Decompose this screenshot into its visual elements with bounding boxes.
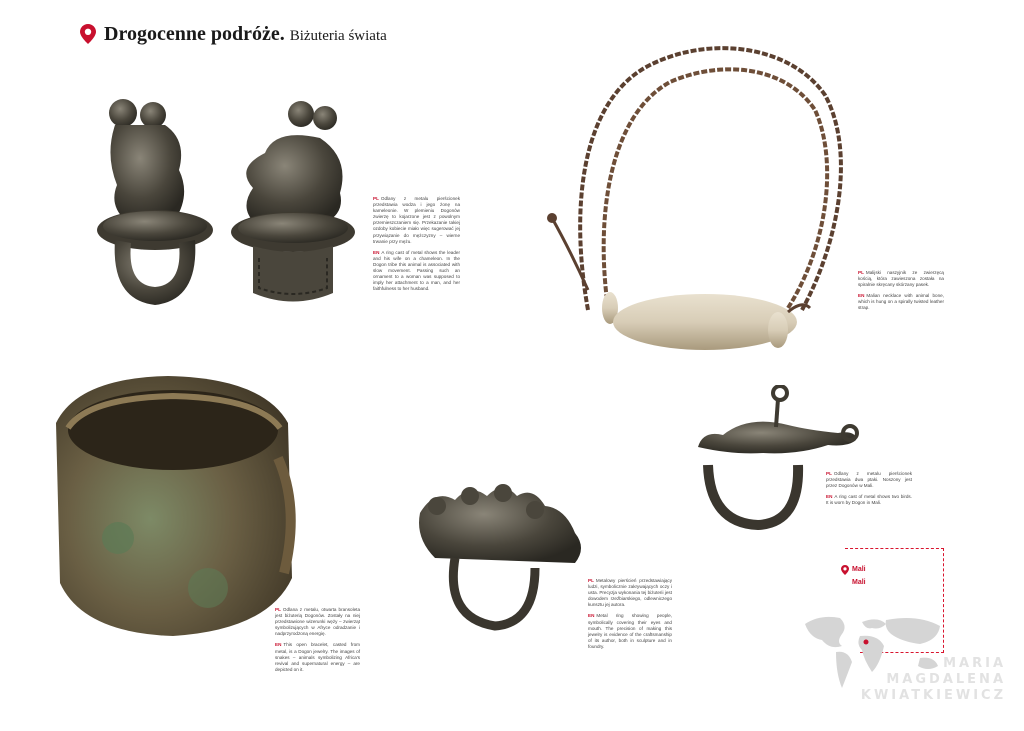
caption-figures-ring: PL Metalowy pierścień przedstawiający ludzi, symbolicznie zakrywających oczy i usta. Precyzja wykonania tej biżuterii jest dowodem rzeźbiarskiego, odlewniczego kunsztu jej autora. EN Metal ring showing people, symbolically covering their eyes and mouth. The precision of making this jewelry is evidence of the craftsmanship of its author, both in sculpture and in foundry. — [588, 578, 672, 649]
photographer-watermark: MARIA MAGDALENA KWIATKIEWICZ — [860, 656, 1006, 703]
chameleon-ring-front-photo — [95, 95, 215, 310]
caption-bracelet: PL Odlana z metalu, otwarta bransoleta jest biżuterią Dogonów. Zostały na niej przedstawione wizerunki węży – zwierząt symbolizujących w Afryce odradzanie i nadprzyrodzoną energię. EN This open bracelet, casted from metal, is a Dogon jewelry. The images of snakes – animals symbolizing Africa's revival and supernatural energy – are depicted on it. — [275, 607, 360, 672]
location-pin-icon — [80, 24, 96, 44]
page-subtitle: Biżuteria świata — [289, 28, 387, 44]
map-label-region: Mali — [852, 579, 866, 586]
caption-necklace: PL Malijski naszyjnik ze zwierzęcą kością, która zawieszona została na spiralnie skręcany skórzany pasek. EN Malian necklace with animal bone, which is hung on a spirally twisted leather strap. — [858, 270, 944, 311]
caption-birds-ring: PL Odlany z metalu pierścionek przedstawia dwa ptaki. Noszony jest przez Dogonów w Mali. EN A ring cast of metal shows two birds. It is worn by Dogon in Mali. — [826, 471, 912, 506]
figures-ring-photo — [415, 478, 590, 633]
map-label-country: Mali — [852, 566, 866, 573]
chameleon-ring-side-photo — [225, 98, 360, 313]
page-header — [80, 20, 387, 46]
page-title: Drogocenne podróże. — [104, 23, 285, 45]
map-pin-icon — [841, 565, 849, 575]
caption-chameleon-ring: PL Odlany z metalu pierścionek przedstawia wodza i jego żonę na kameleonie. W plemieniu Dogonów zwierzę to kojarzone jest z powolnym przemieszczaniem się. Przekazanie takiej ozdoby kobiecie miało więc sugerować jej przywiązanie do mężczyzny – wierne trwanie przy mężu. EN A ring cast of metal shows the leader and his wife on a chameleon. In the Dogon tribe this animal is associated with slow movement. Passing such an ornament to a woman was supposed to imply her attachment to a man, and her faithfulness to her husband. — [373, 196, 460, 292]
bone-necklace-photo — [540, 40, 870, 365]
snake-bracelet-photo — [48, 368, 300, 648]
